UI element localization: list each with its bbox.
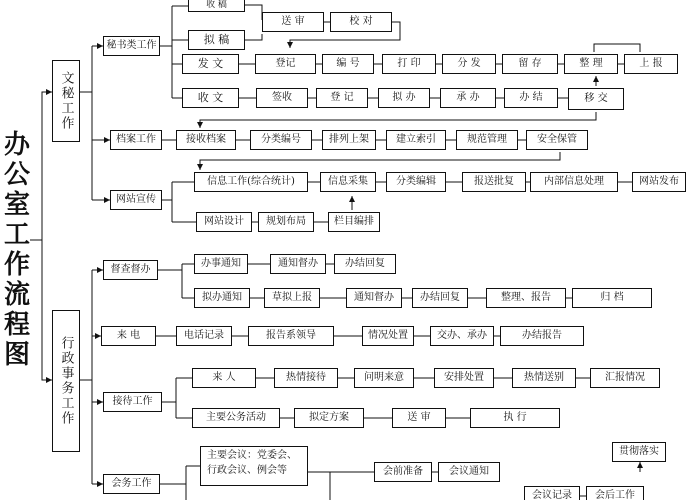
node-tongzhiduban: 通知督办 (270, 254, 326, 274)
node-neibuxinxichuli: 内部信息处理 (530, 172, 618, 192)
chart-title-text: 办公室工作流程图 (0, 130, 30, 370)
group-ducha: 督查督办 (103, 260, 158, 280)
node-banjie: 办 结 (504, 88, 558, 108)
node-banjiehuifu1: 办结回复 (334, 254, 396, 274)
chart-title (0, 96, 30, 404)
node-anquanbaoguan: 安全保管 (526, 130, 588, 150)
node-baogaoxilingdao: 报告系领导 (248, 326, 334, 346)
node-banjiehuifu2: 办结回复 (412, 288, 468, 308)
node-zhixing: 执 行 (470, 408, 560, 428)
jiedai-connector (162, 378, 192, 418)
node-jiaodui: 校 对 (330, 12, 392, 32)
huiyi-line-2: 行政会议、例会等 (207, 464, 287, 476)
section-xingzheng (52, 310, 80, 452)
group-huiwu: 会务工作 (103, 474, 160, 494)
node-fenleibianhao: 分类编号 (250, 130, 312, 150)
node-huihougongzuo: 会后工作 (586, 486, 644, 500)
section-wenmi-label: 文秘工作 (58, 71, 74, 131)
section-wenmi (52, 60, 80, 142)
group-jiedai: 接待工作 (103, 392, 162, 412)
node-huiyitongzhi: 会议通知 (438, 462, 500, 482)
node-reqingsongbie: 热情送别 (512, 368, 576, 388)
node-tongzhiduban2: 通知督办 (346, 288, 402, 308)
node-jianlisuoyin: 建立索引 (386, 130, 446, 150)
node-anpaichuzhi: 安排处置 (434, 368, 494, 388)
node-songshen: 送 审 (262, 12, 324, 32)
node-zhengli-baogao: 整理、报告 (486, 288, 566, 308)
node-dayin: 打 印 (382, 54, 436, 74)
node-nibantongzhi: 拟办通知 (194, 288, 250, 308)
node-huibaoqingkuang: 汇报情况 (590, 368, 660, 388)
xingzheng-connector (80, 270, 103, 484)
to-xinxi (200, 152, 560, 170)
node-xinxicaiji: 信息采集 (320, 172, 376, 192)
node-nidingfangan: 拟定方案 (294, 408, 364, 428)
node-guifanguanli: 规范管理 (456, 130, 518, 150)
ducha-connector (158, 264, 194, 298)
node-zhengli: 整 理 (564, 54, 618, 74)
draft-loop (245, 5, 262, 40)
huiyi-line-1: 主要会议：党委会、 (207, 450, 297, 461)
node-dianhuajilu: 电话记录 (176, 326, 232, 346)
node-guidang: 归 档 (572, 288, 652, 308)
group-mishu: 秘书类工作 (103, 36, 160, 56)
node-liucun: 留 存 (502, 54, 558, 74)
wenmi-connector (80, 46, 110, 200)
node-banjiebaogao: 办结报告 (500, 326, 584, 346)
node-fenfa: 分 发 (442, 54, 496, 74)
node-dengji1: 登记 (255, 54, 316, 74)
node-lairen: 来 人 (192, 368, 256, 388)
node-bianhao: 编 号 (322, 54, 374, 74)
node-nigao: 拟 稿 (188, 30, 245, 50)
node-pailieshangjia: 排列上架 (322, 130, 376, 150)
group-dangan: 档案工作 (110, 130, 162, 150)
node-xinxigongzuo: 信息工作(综合统计) (194, 172, 308, 192)
node-fawen: 发 文 (182, 54, 239, 74)
node-chengban: 承 办 (440, 88, 496, 108)
group-laidian: 来 电 (101, 326, 156, 346)
node-banshitongzhi: 办事通知 (194, 254, 248, 274)
node-yijiao: 移 交 (568, 88, 624, 110)
node-caonishangbao: 草拟上报 (264, 288, 320, 308)
wangzhan-connector (162, 182, 196, 222)
node-qianshou: 签收 (256, 88, 308, 108)
node-jieshoudangan: 接收档案 (176, 130, 236, 150)
node-zhuyaogongwuhuodong: 主要公务活动 (192, 408, 280, 428)
node-huiyijilu: 会议记录 (524, 486, 580, 500)
node-songshen2: 送 审 (392, 408, 446, 428)
node-guancheluoshi: 贯彻落实 (612, 442, 666, 462)
node-guihuabuju: 规划布局 (258, 212, 314, 232)
store-loop (594, 44, 640, 52)
node-lanmubianpai: 栏目编排 (328, 212, 380, 232)
mishu-connector (160, 6, 188, 98)
node-fenleibianji: 分类编辑 (386, 172, 446, 192)
node-wangzhansheji: 网站设计 (196, 212, 252, 232)
node-wangzhanfabu: 网站发布 (632, 172, 686, 192)
node-shougao: 收 稿 (188, 0, 245, 12)
node-songbaopifu: 报送批复 (462, 172, 526, 192)
section-xingzheng-label: 行政事务工作 (58, 336, 74, 426)
node-huiyi-list (200, 446, 308, 486)
node-niban: 拟 办 (378, 88, 430, 108)
node-qingkuangchuzhi: 情况处置 (362, 326, 414, 346)
node-huiqianzhunbei: 会前准备 (374, 462, 432, 482)
node-wenmingláiyi: 问明来意 (354, 368, 414, 388)
node-shouwen: 收 文 (182, 88, 239, 108)
node-reqingjiedai: 热情接待 (274, 368, 338, 388)
to-dangan (200, 112, 596, 128)
node-dengji2: 登 记 (316, 88, 368, 108)
node-shangbao: 上 报 (624, 54, 678, 74)
node-jiaoban-chengban: 交办、承办 (430, 326, 494, 346)
group-wangzhan: 网站宣传 (110, 190, 162, 210)
